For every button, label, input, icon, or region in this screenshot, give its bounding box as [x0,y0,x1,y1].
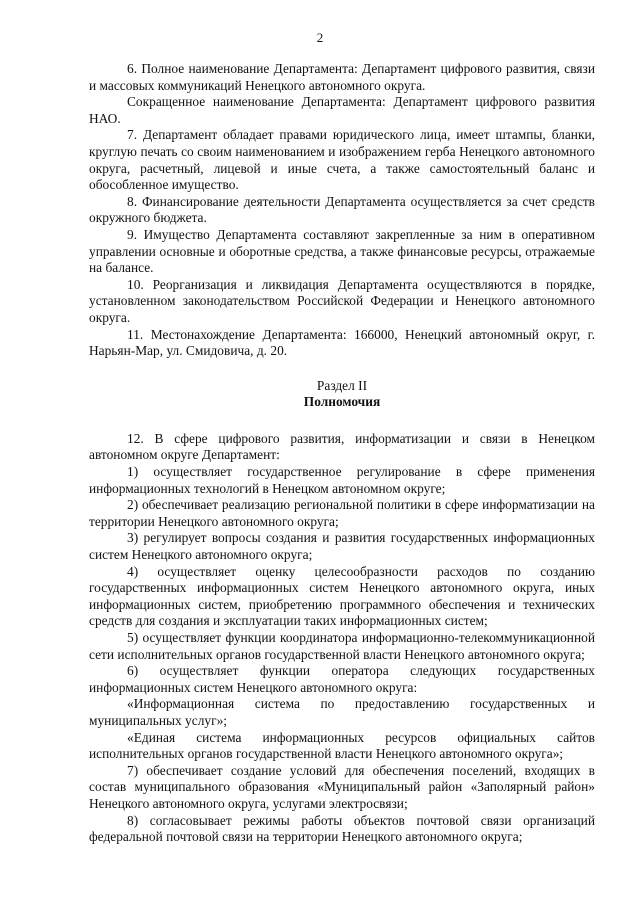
page-number: 2 [316,30,324,45]
paragraph-6-short-name: Сокращенное наименование Департамента: Департамент цифрового развития НАО. [89,94,595,126]
list-item-6-system-1: «Информационная система по предоставлению государственных и муниципальных услуг»; [89,696,595,728]
list-item-6: 6) осуществляет функции оператора следующих государственных информационных систем Ненецкого автономного округа: [89,663,595,695]
list-item-3: 3) регулирует вопросы создания и развития государственных информационных систем Ненецкого автономного округа; [89,530,595,563]
paragraph-12: 12. В сфере цифрового развития, информатизации и связи в Ненецком автономном округе Департамент: [89,430,595,463]
paragraph-10: 10. Реорганизация и ликвидация Департамента осуществляются в порядке, установленном законодательством Российской Федерации и Ненецкого автономного округа. [89,276,595,325]
paragraph-9: 9. Имущество Департамента составляют закрепленные за ним в оперативном управлении основные и оборотные средства, а также финансовые ресурсы, отражаемые на балансе. [89,226,595,276]
list-item-6-system-2: «Единая система информационных ресурсов официальных сайтов исполнительных органов государственной власти Ненецкого автономного округа»; [89,729,595,762]
paragraph-8: 8. Финансирование деятельности Департамента осуществляется за счет средств окружного бюджета. [89,193,595,226]
paragraph-11: 11. Местонахождение Департамента: 166000, Ненецкий автономный округ, г. Нарьян-Мар, ул. Смидовича, д. 20. [89,326,595,359]
paragraph-6: 6. Полное наименование Департамента: Департамент цифрового развития, связи и массовых коммуникаций Ненецкого автономного округа. [89,61,595,93]
list-item-7: 7) обеспечивает создание условий для обеспечения поселений, входящих в состав муниципального образования «Муниципальный район «Заполярный район» Ненецкого автономного округа, услугами электросвязи; [89,762,595,811]
list-item-1: 1) осуществляет государственное регулирование в сфере применения информационных технологий в Ненецком автономном округе; [89,464,595,496]
paragraph-7: 7. Департамент обладает правами юридического лица, имеет штампы, бланки, круглую печать со своим наименованием и изображением герба Ненецкого автономного округа, расчетный, лицевой и иные счета, а также самостоятельный баланс и обособленное имущество. [89,127,595,193]
list-item-5: 5) осуществляет функции координатора информационно-телекоммуникационной сети исполнительных органов государственной власти Ненецкого автономного округа; [89,630,595,662]
section-title: Полномочия [303,394,381,410]
section-number: Раздел II [316,377,368,393]
list-item-2: 2) обеспечивает реализацию региональной политики в сфере информатизации на территории Ненецкого автономного округа; [89,497,595,529]
list-item-4: 4) осуществляет оценку целесообразности расходов по созданию государственных информационных систем Ненецкого автономного округа, иных информационных систем, приобретению программного обеспечения и технических средств для создания и эксплуатации таких информационных систем; [89,563,595,629]
list-item-8: 8) согласовывает режимы работы объектов почтовой связи организаций федеральной почтовой связи на территории Ненецкого автономного округа; [89,812,595,845]
document-body [89,61,595,846]
